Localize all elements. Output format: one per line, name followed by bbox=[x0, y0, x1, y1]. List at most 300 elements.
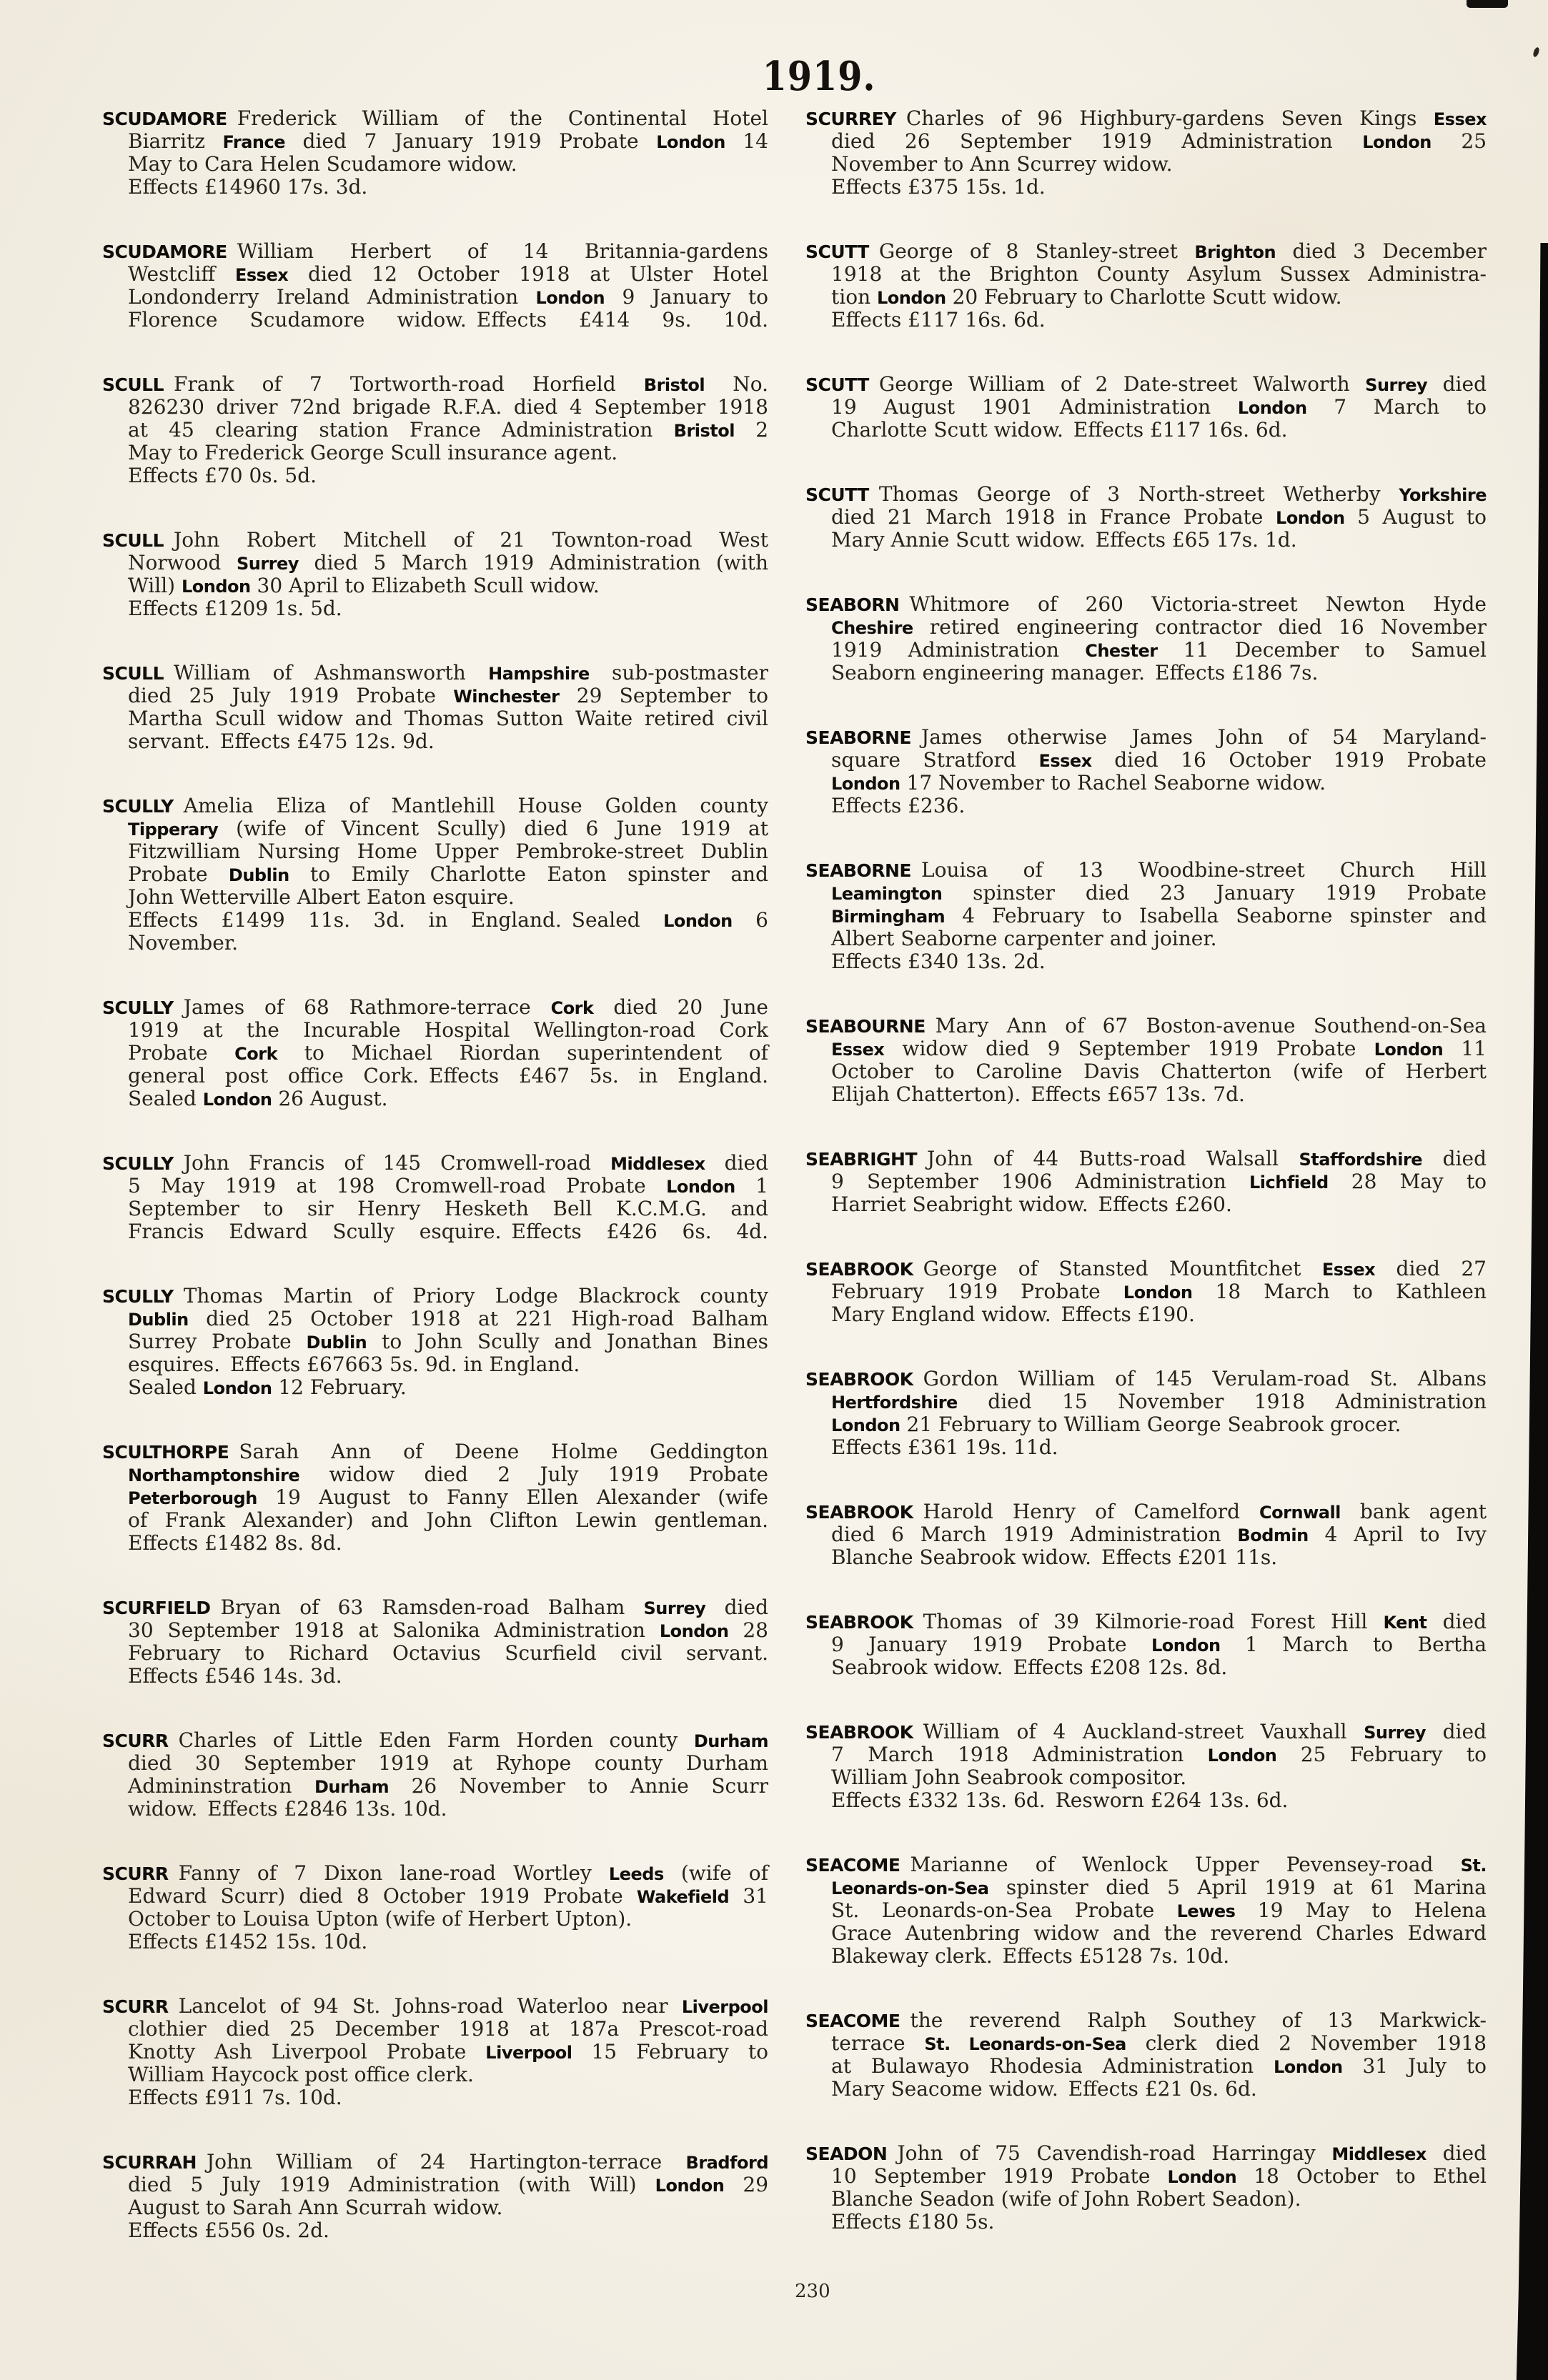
surname: SCURREY bbox=[805, 109, 896, 129]
text-run: 20 February to Charlotte Scutt widow. bbox=[946, 285, 1342, 309]
entry-line bbox=[102, 840, 768, 863]
entry-line bbox=[102, 684, 768, 707]
text-run: Frank of 7 Tortworth-road Horfield bbox=[164, 372, 644, 396]
text-run: No. bbox=[705, 372, 768, 396]
text-run: Norwood bbox=[128, 551, 237, 574]
text-run: Seabrook widow. Effects £208 12s. 8d. bbox=[831, 1655, 1228, 1679]
entry-line bbox=[805, 419, 1487, 442]
entry-line bbox=[805, 263, 1487, 286]
text-run: October to Louisa Upton (wife of Herbert Upton). bbox=[128, 1907, 632, 1931]
text-run: Albert Seaborne carpenter and joiner. bbox=[831, 927, 1217, 950]
registry-place: Staffordshire bbox=[1299, 1150, 1423, 1170]
entry-line bbox=[102, 442, 768, 464]
entry-line bbox=[805, 483, 1487, 506]
entry-line bbox=[805, 2211, 1487, 2234]
text-run: square Stratford bbox=[831, 748, 1039, 772]
text-run: spinster died 23 January 1919 Probate bbox=[942, 881, 1487, 905]
text-run: Effects £332 13s. 6d. Resworn £264 13s. 6d. bbox=[831, 1788, 1289, 1812]
probate-entry bbox=[805, 107, 1487, 199]
text-run: John William of 24 Hartington-terrace bbox=[196, 2150, 686, 2174]
entry-line bbox=[805, 130, 1487, 153]
text-run: Blanche Seabrook widow. Effects £201 11s. bbox=[831, 1545, 1278, 1569]
probate-entry bbox=[102, 1995, 768, 2109]
text-run: Sarah Ann of Deene Holme Geddington bbox=[229, 1440, 768, 1463]
surname: SCULLY bbox=[102, 1153, 174, 1174]
text-run: 19 May to Helena bbox=[1235, 1898, 1487, 1922]
probate-entry bbox=[805, 240, 1487, 332]
scan-speck-artifact bbox=[1532, 46, 1540, 58]
text-run: Biarritz bbox=[128, 129, 223, 153]
text-run: Charles of 96 Highbury-gardens Seven Kings bbox=[895, 106, 1434, 130]
text-run: died 30 September 1919 at Ryhope county Durham bbox=[128, 1751, 768, 1775]
text-run: died 12 October 1918 at Ulster Hotel bbox=[288, 262, 768, 286]
entry-line bbox=[102, 1532, 768, 1555]
text-run: the reverend Ralph Southey of 13 Markwick- bbox=[900, 2008, 1487, 2032]
registry-place: Dublin bbox=[228, 865, 289, 885]
text-run: February 1919 Probate bbox=[831, 1280, 1123, 1303]
entry-line bbox=[102, 1220, 768, 1243]
entry-line bbox=[102, 932, 768, 955]
surname: SEACOME bbox=[805, 2011, 900, 2031]
text-run: sub-postmaster bbox=[589, 661, 768, 684]
text-run: Fitzwilliam Nursing Home Upper Pembroke-street Dublin bbox=[128, 840, 768, 863]
entry-line bbox=[805, 1390, 1487, 1413]
text-run: Effects £556 0s. 2d. bbox=[128, 2219, 329, 2242]
entry-line bbox=[805, 639, 1487, 662]
text-run: 12 February. bbox=[272, 1375, 407, 1399]
registry-place: London bbox=[1374, 1040, 1444, 1060]
entry-line bbox=[102, 373, 768, 396]
text-run: Fanny of 7 Dixon lane-road Wortley bbox=[168, 1861, 609, 1885]
probate-entry bbox=[805, 1258, 1487, 1326]
entry-line bbox=[102, 529, 768, 552]
registry-place: London bbox=[831, 1415, 900, 1435]
text-run: 9 September 1906 Administration bbox=[831, 1170, 1249, 1193]
surname: SCURFIELD bbox=[102, 1598, 211, 1618]
registry-place: Bradford bbox=[685, 2153, 768, 2173]
entry-line bbox=[102, 574, 768, 597]
surname: SCULLY bbox=[102, 1286, 174, 1307]
registry-place: Dublin bbox=[128, 1310, 189, 1330]
text-run: February to Richard Octavius Scurfield civil servant. bbox=[128, 1641, 768, 1665]
text-run: 9 January to bbox=[605, 285, 768, 309]
text-run: bank agent bbox=[1340, 1500, 1487, 1523]
entry-line bbox=[805, 859, 1487, 882]
text-run: Effects £1482 8s. 8d. bbox=[128, 1531, 342, 1555]
text-run: widow. Effects £2846 13s. 10d. bbox=[128, 1797, 447, 1821]
entry-line bbox=[805, 1413, 1487, 1436]
text-run: Effects £180 5s. bbox=[831, 2210, 995, 2234]
text-run: November to Ann Scurrey widow. bbox=[831, 152, 1173, 176]
registry-place: France bbox=[222, 132, 285, 152]
entry-line bbox=[102, 464, 768, 487]
entry-line bbox=[102, 2063, 768, 2086]
surname: SCULL bbox=[102, 374, 164, 395]
entry-line bbox=[805, 1436, 1487, 1459]
entry-line bbox=[102, 153, 768, 176]
entry-line bbox=[102, 1198, 768, 1220]
registry-place: Essex bbox=[1038, 751, 1092, 771]
text-run: Effects £546 14s. 3d. bbox=[128, 1664, 342, 1688]
text-run: Knotty Ash Liverpool Probate bbox=[128, 2040, 486, 2063]
entry-line bbox=[102, 2196, 768, 2219]
text-run: Charlotte Scutt widow. Effects £117 16s. 6d. bbox=[831, 418, 1288, 442]
registry-place: Peterborough bbox=[128, 1488, 257, 1508]
text-run: Francis Edward Scully esquire. Effects £426 6s. 4d. bbox=[128, 1220, 768, 1243]
text-run: William Haycock post office clerk. bbox=[128, 2063, 474, 2086]
entry-line bbox=[102, 2018, 768, 2041]
text-run: Thomas of 39 Kilmorie-road Forest Hill bbox=[913, 1610, 1384, 1633]
surname: SCUTT bbox=[805, 242, 869, 262]
entry-line bbox=[102, 240, 768, 263]
text-run: died 5 July 1919 Administration (with Will) bbox=[128, 2173, 655, 2196]
text-run: May to Cara Helen Scudamore widow. bbox=[128, 152, 517, 176]
registry-place: London bbox=[663, 911, 733, 931]
entry-line bbox=[805, 240, 1487, 263]
text-run: clerk died 2 November 1918 bbox=[1126, 2031, 1487, 2055]
text-run: Blakeway clerk. Effects £5128 7s. 10d. bbox=[831, 1944, 1230, 1968]
entry-line bbox=[805, 1147, 1487, 1170]
text-run: died 25 July 1919 Probate bbox=[128, 684, 454, 707]
entry-line bbox=[102, 107, 768, 130]
entry-line bbox=[102, 1440, 768, 1463]
entry-line bbox=[102, 309, 768, 332]
text-run: Effects £14960 17s. 3d. bbox=[128, 175, 368, 199]
entry-line bbox=[102, 396, 768, 419]
entry-line bbox=[805, 749, 1487, 772]
registry-place: Cork bbox=[234, 1044, 278, 1064]
text-run: (wife of bbox=[663, 1861, 768, 1885]
registry-place: London bbox=[1167, 2167, 1237, 2187]
probate-entry bbox=[805, 1368, 1487, 1459]
probate-entry bbox=[805, 373, 1487, 442]
surname: SCUTT bbox=[805, 484, 869, 505]
probate-entry bbox=[805, 1500, 1487, 1569]
text-run: 26 August. bbox=[272, 1087, 388, 1110]
surname: SEABROOK bbox=[805, 1259, 913, 1280]
entry-line bbox=[102, 1908, 768, 1931]
registry-place: Northamptonshire bbox=[128, 1465, 300, 1485]
entry-line bbox=[102, 286, 768, 309]
text-run: died 7 January 1919 Probate bbox=[285, 129, 657, 153]
entry-line bbox=[805, 1500, 1487, 1523]
text-run: Westcliff bbox=[128, 262, 235, 286]
registry-place: Yorkshire bbox=[1399, 485, 1487, 505]
text-run: 31 July to bbox=[1342, 2054, 1487, 2078]
registry-place: St. Leonards-on-Sea bbox=[924, 2034, 1126, 2054]
text-run: to John Scully and Jonathan Bines bbox=[367, 1330, 768, 1353]
registry-place: London bbox=[1123, 1283, 1193, 1303]
registry-place: Surrey bbox=[1365, 375, 1428, 395]
entry-line bbox=[805, 286, 1487, 309]
scan-edge-artifact bbox=[1514, 243, 1548, 2380]
text-run: 17 November to Rachel Seaborne widow. bbox=[900, 771, 1326, 795]
probate-entry bbox=[102, 529, 768, 620]
text-run: Elijah Chatterton). Effects £657 13s. 7d. bbox=[831, 1082, 1245, 1106]
text-run: died bbox=[705, 1595, 769, 1619]
registry-place: Surrey bbox=[236, 554, 299, 574]
surname: SCURRAH bbox=[102, 2152, 197, 2173]
entry-line bbox=[102, 2219, 768, 2242]
text-run: 1918 at the Brighton County Asylum Sussex Administra- bbox=[831, 262, 1487, 286]
entry-line bbox=[805, 153, 1487, 176]
entry-line bbox=[805, 1633, 1487, 1656]
text-run: 19 August to Fanny Ellen Alexander (wife bbox=[257, 1485, 768, 1509]
probate-entry bbox=[102, 795, 768, 955]
registry-place: Liverpool bbox=[681, 1997, 768, 2017]
text-run: 10 September 1919 Probate bbox=[831, 2164, 1168, 2188]
registry-place: Cornwall bbox=[1259, 1503, 1341, 1523]
registry-place: Kent bbox=[1383, 1613, 1427, 1633]
entry-line bbox=[102, 597, 768, 620]
registry-place: Hampshire bbox=[488, 664, 590, 684]
text-run: 9 January 1919 Probate bbox=[831, 1633, 1151, 1656]
registry-place: Cheshire bbox=[831, 618, 913, 638]
surname: SCUTT bbox=[805, 374, 869, 395]
text-run: died bbox=[1422, 1147, 1487, 1170]
text-run: died 27 bbox=[1375, 1257, 1487, 1280]
text-run: Sealed bbox=[128, 1375, 203, 1399]
registry-place: Cork bbox=[550, 998, 594, 1018]
registry-place: Durham bbox=[314, 1777, 390, 1797]
text-run: to Michael Riordan superintendent of bbox=[277, 1041, 769, 1065]
text-run: Thomas George of 3 North-street Wetherby bbox=[868, 482, 1399, 506]
text-run: Charles of Little Eden Farm Horden county bbox=[168, 1728, 694, 1752]
text-run: died 5 March 1919 Administration (with bbox=[298, 551, 768, 574]
registry-place: London bbox=[535, 288, 605, 308]
entry-line bbox=[805, 2032, 1487, 2055]
text-run: Seaborn engineering manager. Effects £186 7s. bbox=[831, 661, 1319, 684]
text-run: Effects £375 15s. 1d. bbox=[831, 175, 1046, 199]
entry-line bbox=[102, 1885, 768, 1908]
text-run: 2 bbox=[734, 418, 769, 442]
entry-line bbox=[102, 1152, 768, 1175]
text-run: died 15 November 1918 Administration bbox=[957, 1390, 1487, 1413]
probate-entry bbox=[102, 662, 768, 753]
text-run: of Frank Alexander) and John Clifton Lewin gentleman. bbox=[128, 1508, 768, 1532]
entry-line bbox=[805, 1656, 1487, 1679]
entry-line bbox=[805, 795, 1487, 817]
probate-entry bbox=[102, 373, 768, 487]
entry-line bbox=[102, 1042, 768, 1065]
text-run: 4 February to Isabella Seaborne spinster and bbox=[945, 904, 1487, 927]
page-number: 230 bbox=[795, 2281, 830, 2302]
entry-line bbox=[805, 176, 1487, 199]
text-run: 7 March 1918 Administration bbox=[831, 1743, 1208, 1766]
entry-line bbox=[805, 1303, 1487, 1326]
text-run: died 26 September 1919 Administration bbox=[831, 129, 1363, 153]
entry-line bbox=[805, 1766, 1487, 1789]
registry-place: Chester bbox=[1085, 641, 1158, 661]
entry-line bbox=[102, 1509, 768, 1532]
entry-line bbox=[102, 2086, 768, 2109]
registry-place: London bbox=[1273, 2057, 1343, 2077]
text-run: Mary Ann of 67 Boston-avenue Southend-on-Sea bbox=[925, 1014, 1487, 1037]
text-run: 1 bbox=[735, 1174, 769, 1198]
text-run: George of Stansted Mountfitchet bbox=[913, 1257, 1322, 1280]
text-run: 1919 at the Incurable Hospital Wellington-road Cork bbox=[128, 1018, 768, 1042]
entry-line bbox=[805, 1368, 1487, 1390]
text-run: Mary England widow. Effects £190. bbox=[831, 1303, 1195, 1326]
entry-line bbox=[102, 1775, 768, 1798]
entry-line bbox=[805, 1280, 1487, 1303]
registry-place: London bbox=[181, 577, 251, 597]
text-run: 30 April to Elizabeth Scull widow. bbox=[250, 574, 600, 597]
entry-line bbox=[805, 1789, 1487, 1812]
text-run: died 25 October 1918 at 221 High-road Balham bbox=[188, 1307, 768, 1330]
registry-place: Bristol bbox=[673, 421, 735, 441]
entry-line bbox=[102, 886, 768, 909]
text-run: George William of 2 Date-street Walworth bbox=[868, 372, 1366, 396]
text-run: 826230 driver 72nd brigade R.F.A. died 4 September 1918 bbox=[128, 395, 768, 419]
text-run: May to Frederick George Scull insurance agent. bbox=[128, 441, 618, 464]
entry-line bbox=[102, 1619, 768, 1642]
text-run: Londonderry Ireland Administration bbox=[128, 285, 536, 309]
surname: SEABOURNE bbox=[805, 1016, 926, 1037]
registry-place: St. bbox=[1460, 1856, 1487, 1876]
text-run: died 6 March 1919 Administration bbox=[831, 1523, 1238, 1546]
text-run: Marianne of Wenlock Upper Pevensey-road bbox=[900, 1853, 1461, 1876]
text-run: October to Caroline Davis Chatterton (wife of Herbert bbox=[831, 1060, 1487, 1083]
surname: SEADON bbox=[805, 2144, 888, 2164]
entry-line bbox=[102, 863, 768, 886]
text-run: spinster died 5 April 1919 at 61 Marina bbox=[988, 1876, 1487, 1899]
registry-place: Essex bbox=[1321, 1260, 1376, 1280]
entry-line bbox=[805, 1523, 1487, 1546]
entry-line bbox=[102, 1862, 768, 1885]
registry-place: London bbox=[1237, 398, 1307, 418]
registry-place: London bbox=[1151, 1635, 1221, 1655]
text-run: William Herbert of 14 Britannia-gardens bbox=[227, 239, 768, 263]
text-run: 25 bbox=[1431, 129, 1487, 153]
text-run: August to Sarah Ann Scurrah widow. bbox=[128, 2196, 503, 2219]
registry-place: Surrey bbox=[643, 1598, 706, 1618]
entry-line bbox=[805, 2165, 1487, 2188]
entry-line bbox=[102, 662, 768, 684]
text-run: John Wetterville Albert Eaton esquire. bbox=[128, 885, 515, 909]
entry-line bbox=[805, 1610, 1487, 1633]
text-run: 21 February to William George Seabrook grocer. bbox=[900, 1413, 1401, 1436]
text-run: Louisa of 13 Woodbine-street Church Hill bbox=[911, 858, 1487, 882]
text-run: retired engineering contractor died 16 November bbox=[913, 615, 1487, 639]
entry-line bbox=[102, 263, 768, 286]
text-run: St. Leonards-on-Sea Probate bbox=[831, 1898, 1177, 1922]
entry-line bbox=[805, 2142, 1487, 2165]
text-run: died 21 March 1918 in France Probate bbox=[831, 505, 1276, 529]
text-run: Harriet Seabright widow. Effects £260. bbox=[831, 1193, 1232, 1216]
text-run: Lancelot of 94 St. Johns-road Waterloo near bbox=[168, 1994, 682, 2018]
probate-entry bbox=[805, 859, 1487, 973]
entry-line bbox=[102, 552, 768, 574]
entry-line bbox=[102, 176, 768, 199]
text-run: September to sir Henry Hesketh Bell K.C.M.G. and bbox=[128, 1197, 768, 1220]
probate-entry bbox=[102, 240, 768, 332]
text-run: James otherwise James John of 54 Maryland- bbox=[911, 725, 1487, 749]
entry-line bbox=[102, 730, 768, 753]
surname: SCURR bbox=[102, 1863, 169, 1884]
entry-line bbox=[102, 1642, 768, 1665]
text-run: Grace Autenbring widow and the reverend Charles Edward bbox=[831, 1921, 1487, 1945]
entry-line bbox=[805, 1945, 1487, 1968]
text-run: 11 bbox=[1443, 1037, 1487, 1060]
entry-line bbox=[805, 506, 1487, 529]
text-run: terrace bbox=[831, 2031, 925, 2055]
probate-entry bbox=[805, 1015, 1487, 1106]
text-run: 29 September to bbox=[559, 684, 768, 707]
registry-place: Liverpool bbox=[485, 2043, 572, 2063]
entry-line bbox=[805, 772, 1487, 795]
text-run: tion bbox=[831, 285, 877, 309]
text-run: died bbox=[1427, 1610, 1487, 1633]
entry-line bbox=[805, 107, 1487, 130]
entry-line bbox=[805, 309, 1487, 332]
text-run: 5 May 1919 at 198 Cromwell-road Probate bbox=[128, 1174, 667, 1198]
probate-entry bbox=[102, 1862, 768, 1953]
text-run: John of 44 Butts-road Walsall bbox=[917, 1147, 1299, 1170]
registry-place: Bodmin bbox=[1237, 1525, 1309, 1545]
surname: SCUDAMORE bbox=[102, 109, 227, 129]
surname: SCUDAMORE bbox=[102, 242, 227, 262]
text-run: Surrey Probate bbox=[128, 1330, 307, 1353]
entry-line bbox=[102, 1308, 768, 1330]
text-run: 19 August 1901 Administration bbox=[831, 395, 1238, 419]
surname: SCULLY bbox=[102, 997, 174, 1018]
text-run: November. bbox=[128, 931, 238, 955]
entry-line bbox=[805, 593, 1487, 616]
text-run: Effects £1499 11s. 3d. in England. Sealed bbox=[128, 908, 664, 932]
entry-line bbox=[102, 1019, 768, 1042]
registry-place: Middlesex bbox=[1331, 2144, 1427, 2164]
entry-line bbox=[805, 726, 1487, 749]
text-run: clothier died 25 December 1918 at 187a Prescot-road bbox=[128, 2017, 768, 2041]
entry-line bbox=[102, 1175, 768, 1198]
surname: SCULL bbox=[102, 663, 164, 684]
entry-line bbox=[102, 419, 768, 442]
text-run: Martha Scull widow and Thomas Sutton Waite retired civil bbox=[128, 707, 768, 730]
entry-line bbox=[102, 1596, 768, 1619]
entry-line bbox=[805, 396, 1487, 419]
text-run: 1919 Administration bbox=[831, 638, 1086, 662]
text-run: (wife of Vincent Scully) died 6 June 1919 at bbox=[218, 817, 768, 840]
registry-place: Hertfordshire bbox=[831, 1393, 958, 1413]
text-run: George of 8 Stanley-street bbox=[868, 239, 1195, 263]
entry-line bbox=[805, 1721, 1487, 1743]
entry-line bbox=[805, 950, 1487, 973]
probate-entry bbox=[102, 1285, 768, 1399]
text-run: 4 April to Ivy bbox=[1308, 1523, 1487, 1546]
text-run: John Francis of 145 Cromwell-road bbox=[173, 1151, 611, 1175]
surname: SCURR bbox=[102, 1731, 169, 1751]
registry-place: Leeds bbox=[608, 1864, 664, 1884]
text-run: Florence Scudamore widow. Effects £414 9s. 10d. bbox=[128, 308, 768, 332]
entry-line bbox=[102, 795, 768, 817]
text-run: 25 February to bbox=[1276, 1743, 1487, 1766]
text-run: esquires. Effects £67663 5s. 9d. in England. bbox=[128, 1353, 580, 1376]
entry-line bbox=[102, 2041, 768, 2063]
surname: SEABROOK bbox=[805, 1722, 913, 1743]
text-run: 6 bbox=[732, 908, 768, 932]
text-run: 14 bbox=[725, 129, 768, 153]
registry-place: Leonards-on-Sea bbox=[831, 1878, 989, 1898]
text-run: 26 November to Annie Scurr bbox=[389, 1774, 768, 1798]
text-run: 7 March to bbox=[1306, 395, 1487, 419]
text-run: Blanche Seadon (wife of John Robert Seadon). bbox=[831, 2187, 1301, 2211]
entry-line bbox=[102, 817, 768, 840]
probate-entry bbox=[805, 593, 1487, 684]
entry-line bbox=[805, 662, 1487, 684]
text-run: William of 4 Auckland-street Vauxhall bbox=[913, 1720, 1364, 1743]
registry-place: Bristol bbox=[643, 375, 705, 395]
